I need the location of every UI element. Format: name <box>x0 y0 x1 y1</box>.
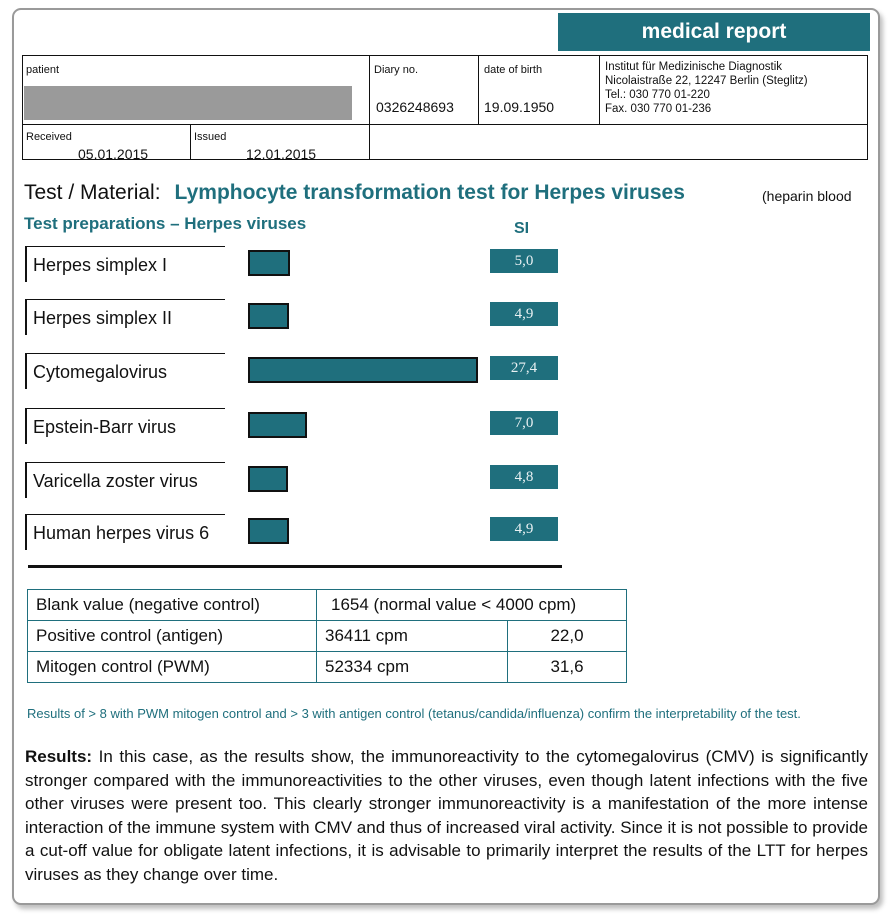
si-bar <box>248 303 289 329</box>
control-value: 1654 (normal value < 4000 cpm) <box>317 590 627 621</box>
table-row <box>28 621 627 652</box>
issued-label: Issued <box>194 131 227 143</box>
control-label: Blank value (negative control) <box>28 590 317 621</box>
header-divider <box>190 124 191 160</box>
si-value: 4,9 <box>490 302 558 326</box>
header-divider <box>369 55 370 160</box>
si-value: 5,0 <box>490 249 558 273</box>
si-bar <box>248 466 288 492</box>
virus-label: Human herpes virus 6 <box>25 514 225 550</box>
received-value: 05.01.2015 <box>78 146 149 162</box>
chart-baseline <box>28 565 562 568</box>
header-divider <box>599 55 600 125</box>
control-si: 22,0 <box>508 621 627 652</box>
dob-label: date of birth <box>484 64 543 76</box>
received-label: Received <box>26 131 72 143</box>
header-divider <box>478 55 479 125</box>
controls-table <box>27 589 627 683</box>
virus-label: Herpes simplex II <box>25 299 225 335</box>
si-bar <box>248 412 307 438</box>
test-name: Lymphocyte transformation test for Herpes viruses <box>174 181 685 204</box>
si-value: 4,8 <box>490 465 558 489</box>
si-bar <box>248 518 289 544</box>
institute-line: Institut für Medizinische Diagnostik <box>605 61 783 73</box>
patient-name-redacted <box>24 86 352 120</box>
results-text: In this case, as the results show, the immunoreactivity to the cytomegalovirus (CMV) is significantly stronger compared with the immunoreactivities to the other viruses, even though latent infections with the five other viruses were present too. This clearly stronger immunoreactivity is a manifestation of the more intense interaction of the immune system with CMV and thus of increased viral activity. Since it is not possible to provide a cut-off value for obligate latent infections, it is advisable to primarily interpret the results of the LTT for herpes viruses as they change over time. <box>25 747 868 884</box>
diary-label: Diary no. <box>374 64 419 76</box>
si-value: 7,0 <box>490 411 558 435</box>
table-row <box>28 652 627 683</box>
institute-line: Fax. 030 770 01-236 <box>605 103 712 115</box>
si-header: SI <box>514 220 530 237</box>
control-si: 31,6 <box>508 652 627 683</box>
test-title <box>24 181 685 205</box>
institute-address <box>605 60 808 116</box>
si-bar <box>248 250 290 276</box>
virus-label: Herpes simplex I <box>25 246 225 282</box>
interpretation-note: Results of > 8 with PWM mitogen control and > 3 with antigen control (tetanus/candida/influenza) confirm the interpretability of the test. <box>27 706 801 721</box>
control-label: Mitogen control (PWM) <box>28 652 317 683</box>
header-divider <box>22 124 868 125</box>
results-paragraph <box>25 745 868 886</box>
report-banner: medical report <box>558 13 870 51</box>
preparations-title: Test preparations – Herpes viruses <box>24 214 307 233</box>
table-row <box>28 590 627 621</box>
results-label: Results: <box>25 747 93 766</box>
virus-label: Varicella zoster virus <box>25 462 225 498</box>
si-value: 27,4 <box>490 356 558 380</box>
dob-value: 19.09.1950 <box>484 99 555 115</box>
si-bar <box>248 357 478 383</box>
test-label: Test / Material: <box>24 181 161 204</box>
test-material: (heparin blood <box>762 188 852 204</box>
control-label: Positive control (antigen) <box>28 621 317 652</box>
diary-value: 0326248693 <box>376 99 454 115</box>
virus-label: Epstein-Barr virus <box>25 408 225 444</box>
institute-line: Nicolaistraße 22, 12247 Berlin (Steglitz) <box>605 75 808 87</box>
si-value: 4,9 <box>490 517 558 541</box>
patient-label: patient <box>26 64 60 76</box>
issued-value: 12.01.2015 <box>246 146 317 162</box>
control-value: 36411 cpm <box>317 621 508 652</box>
virus-label: Cytomegalovirus <box>25 353 225 389</box>
institute-line: Tel.: 030 770 01-220 <box>605 89 710 101</box>
control-value: 52334 cpm <box>317 652 508 683</box>
